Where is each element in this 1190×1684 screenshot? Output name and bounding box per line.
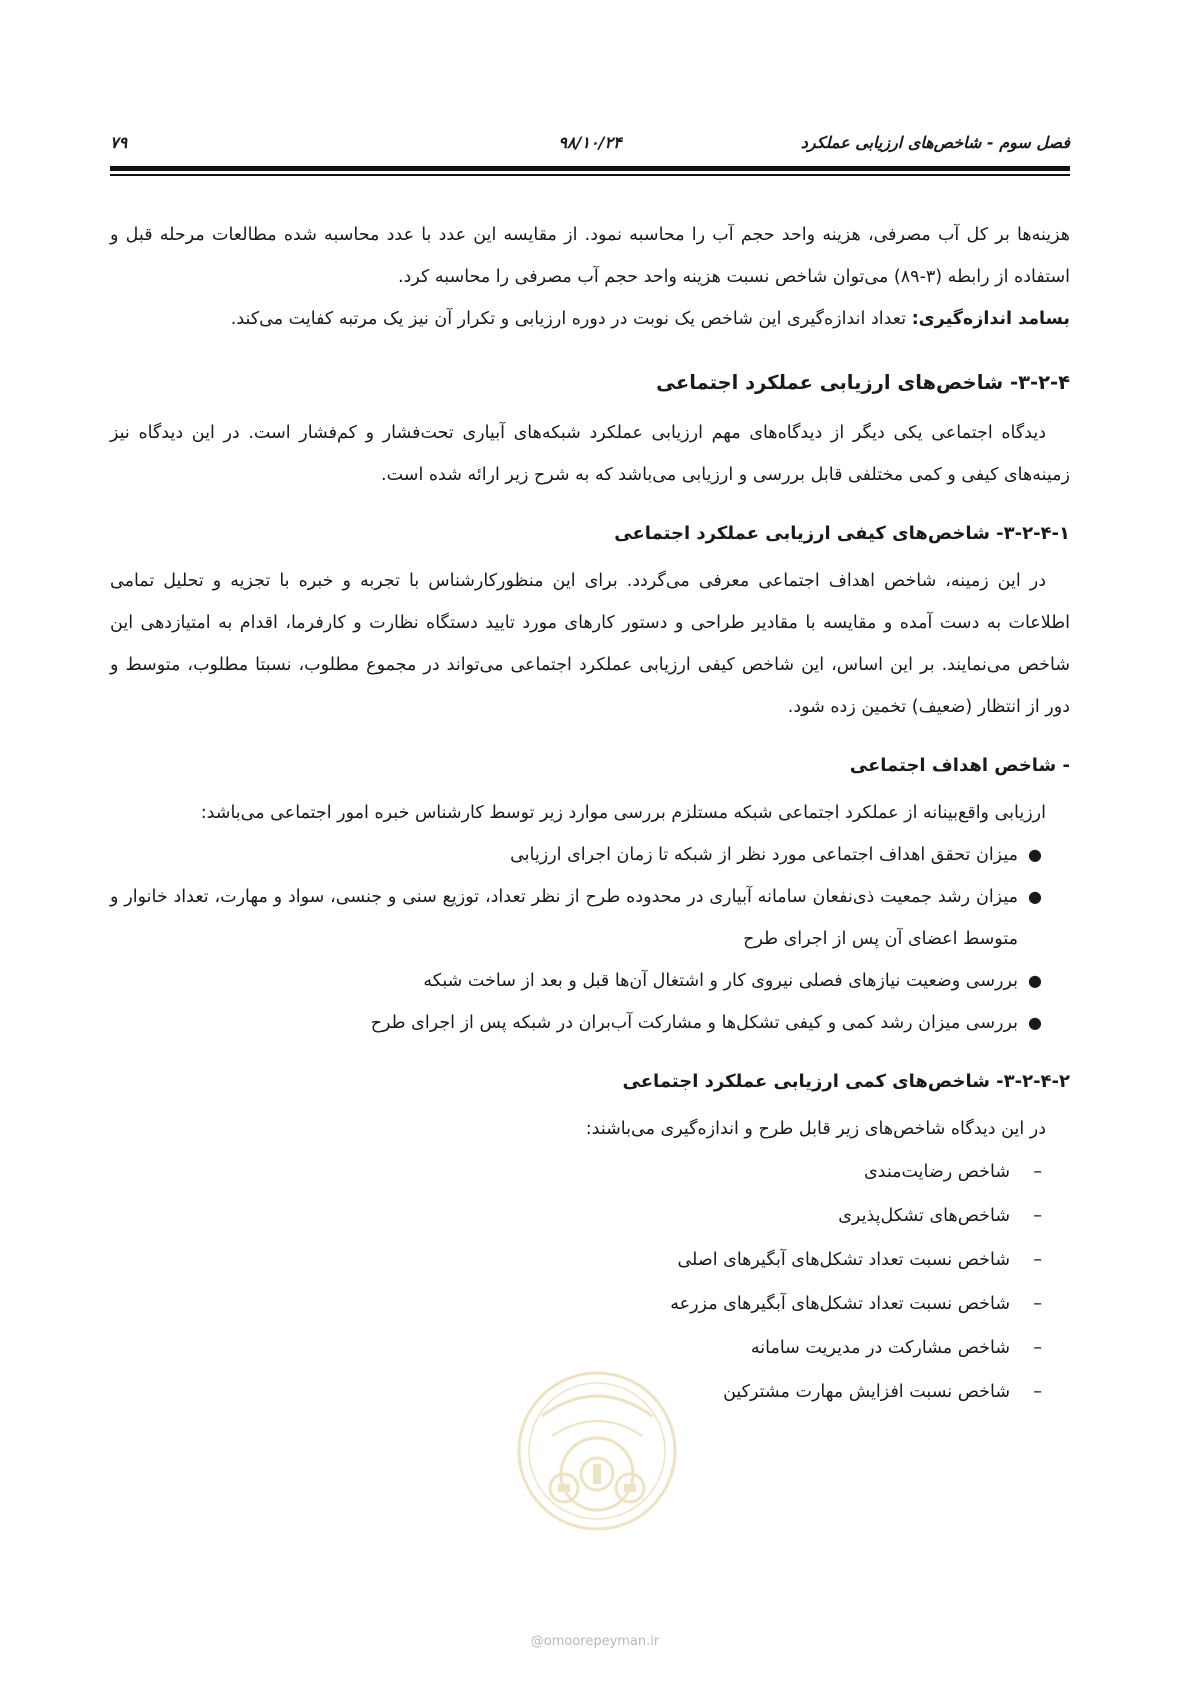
section-heading-qualitative: ۳-۲-۴-۱- شاخص‌های کیفی ارزیابی عملکرد اجتماعی <box>614 523 1070 544</box>
section-heading-social: ۳-۲-۴- شاخص‌های ارزیابی عملکرد اجتماعی <box>656 371 1070 394</box>
bullet-icon: ● <box>1028 971 1042 990</box>
list-item <box>110 1238 1046 1282</box>
list-item <box>110 960 1046 1002</box>
dash-icon: – <box>1033 1250 1042 1270</box>
frequency-text: تعداد اندازه‌گیری این شاخص یک نوبت در دوره ارزیابی و تکرار آن نیز یک مرتبه کفایت می‌کند. <box>230 309 912 329</box>
page-body <box>110 214 1070 1414</box>
list-item-text: شاخص مشارکت در مدیریت سامانه <box>750 1338 1010 1358</box>
list-item-text: بررسی میزان رشد کمی و کیفی تشکل‌ها و مشارکت آب‌بران در شبکه پس از اجرای طرح <box>370 1013 1018 1033</box>
list-item <box>110 1194 1046 1238</box>
social-paragraph: دیدگاه اجتماعی یکی دیگر از دیدگاه‌های مهم ارزیابی عملکرد شبکه‌های آبیاری تحت‌فشار و کم‌فشار است. در این دیدگاه نیز زمینه‌های کیفی و کمی مختلفی قابل بررسی و ارزیابی می‌باشد که به شرح زیر ارائه شده است. <box>110 423 1070 485</box>
list-item <box>110 1282 1046 1326</box>
header-rule-thin <box>110 174 1070 176</box>
bullet-icon: ● <box>1028 887 1042 906</box>
social-goals-heading: - شاخص اهداف اجتماعی <box>849 755 1070 776</box>
intro-paragraph: هزینه‌ها بر کل آب مصرفی، هزینه واحد حجم آب را محاسبه نمود. از مقایسه این عدد با عدد محاسبه شده مطالعات مرحله قبل و استفاده از رابطه (۳-۸۹) می‌توان شاخص نسبت هزینه واحد حجم آب مصرفی را محاسبه کرد. <box>110 225 1070 287</box>
bullet-icon: ● <box>1028 845 1042 864</box>
page-number: ۷۹ <box>110 132 128 152</box>
list-item <box>110 1002 1046 1044</box>
quantitative-paragraph: در این دیدگاه شاخص‌های زیر قابل طرح و اندازه‌گیری می‌باشند: <box>585 1119 1046 1139</box>
list-item-text: شاخص نسبت تعداد تشکل‌های آبگیرهای اصلی <box>677 1250 1010 1270</box>
watermark-logo <box>512 1356 682 1546</box>
dash-icon: – <box>1033 1382 1042 1402</box>
dash-icon: – <box>1033 1206 1042 1226</box>
list-item <box>110 876 1046 960</box>
list-item-text: بررسی وضعیت نیازهای فصلی نیروی کار و اشتغال آن‌ها قبل و بعد از ساخت شبکه <box>423 971 1018 991</box>
header-date: ۹۸/۱۰/۲۴ <box>558 132 622 152</box>
chapter-title: فصل سوم - شاخص‌های ارزیابی عملکرد <box>800 132 1070 152</box>
dash-icon: – <box>1033 1162 1042 1182</box>
social-goals-list <box>110 834 1070 1044</box>
header-rule-thick <box>110 166 1070 171</box>
measurement-frequency <box>110 298 1070 340</box>
qualitative-paragraph: در این زمینه، شاخص اهداف اجتماعی معرفی می‌گردد. برای این منظورکارشناس با تجربه و خبره با تجزیه و تحلیل تمامی اطلاعات به دست آمده و مقایسه با مقادیر طراحی و دستور کارهای مورد تایید دستگاه نظارت و کارفرما، اقدام به امتیازدهی این شاخص می‌نمایند. بر این اساس، این شاخص کیفی ارزیابی عملکرد اجتماعی می‌تواند در مجموع مطلوب، نسبتا مطلوب، متوسط و دور از انتظار (ضعیف) تخمین زده شود. <box>110 571 1070 717</box>
section-heading-quantitative: ۳-۲-۴-۲- شاخص‌های کمی ارزیابی عملکرد اجتماعی <box>622 1071 1070 1092</box>
list-item <box>110 1150 1046 1194</box>
list-item-text: میزان تحقق اهداف اجتماعی مورد نظر از شبکه تا زمان اجرای ارزیابی <box>510 845 1018 865</box>
dash-icon: – <box>1033 1294 1042 1314</box>
page-header <box>110 128 1070 156</box>
frequency-label: بسامد اندازه‌گیری: <box>911 309 1070 329</box>
list-item-text: شاخص‌های تشکل‌پذیری <box>838 1206 1010 1226</box>
watermark-url: @omoorepeyman.ir <box>530 1634 660 1649</box>
list-item <box>110 834 1046 876</box>
list-item-text: شاخص نسبت تعداد تشکل‌های آبگیرهای مزرعه <box>670 1294 1010 1314</box>
bullet-icon: ● <box>1028 1013 1042 1032</box>
social-goals-paragraph: ارزیابی واقع‌بینانه از عملکرد اجتماعی شبکه مستلزم بررسی موارد زیر توسط کارشناس خبره امور اجتماعی می‌باشد: <box>200 803 1046 823</box>
list-item-text: شاخص رضایت‌مندی <box>863 1162 1010 1182</box>
list-item-text: میزان رشد جمعیت ذی‌نفعان سامانه آبیاری در محدوده طرح از نظر تعداد، توزیع سنی و جنسی، سواد و مهارت، تعداد خانوار و متوسط اعضای آن پس از اجرای طرح <box>110 887 1018 949</box>
dash-icon: – <box>1033 1338 1042 1358</box>
list-item-text: شاخص نسبت افزایش مهارت مشترکین <box>723 1382 1010 1402</box>
